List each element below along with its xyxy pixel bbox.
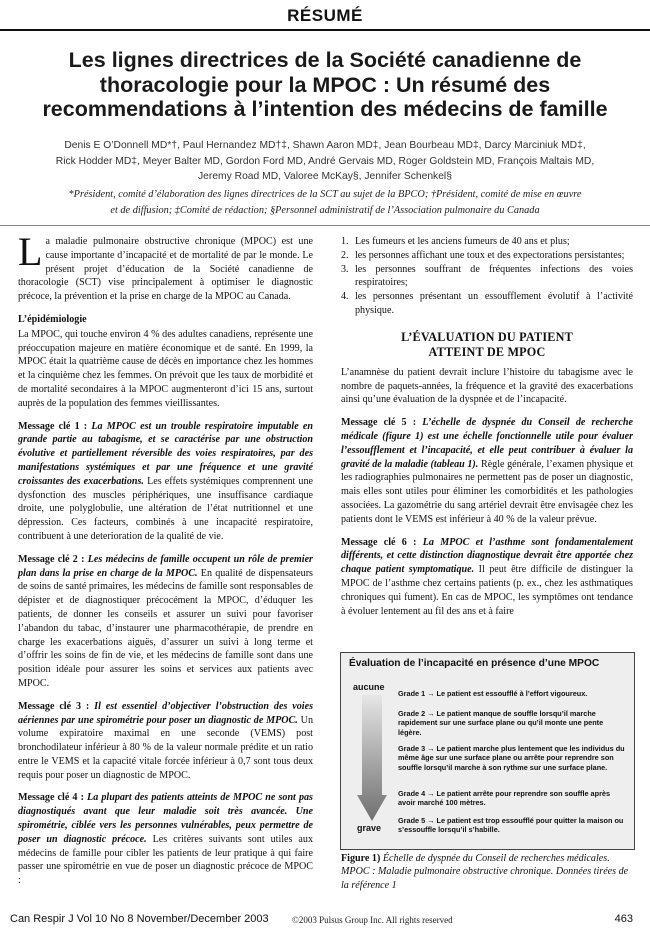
- grade-row: [398, 689, 626, 698]
- key-message-2: [18, 553, 313, 691]
- drop-cap: L: [18, 229, 43, 274]
- key-message-label: Message clé 4 :: [18, 792, 84, 804]
- key-message-text: En qualité de dispensateurs de soins de santé primaires, les médecins de famille sont responsables de dépister et de diagnostiquer précocément la MPOC, d’éduquer les patients, de donner les conseils et assurer un suivi pour favoriser l’abandon du tabac, d’instaurer une pharmacothérapie, de prendre en charge les exacerbations aiguës, d’assurer un suivi à long terme et d’offrir les soins de fin de vie, et les médecins de famille sont dans une position idéale pour assurer les soins et services aux patients avec MPOC.: [18, 567, 313, 689]
- body-rule: [0, 225, 650, 226]
- list-text: les personnes présentant un essoufflement évolutif à l’activité physique.: [355, 291, 633, 316]
- grade-text: Le patient arrête pour reprendre son souffle après avoir marché 100 mètres.: [398, 789, 611, 808]
- caption-label: Figure 1): [341, 853, 381, 864]
- list-number: 1.: [341, 236, 349, 247]
- key-message-statement: La plupart des patients atteints de MPOC ne sont pas diagnostiqués avant que leur maladie soit très avancée. Une spirométrie, ciblée vers les personnes vulnérables, peux permettre de poser un diagnostic précoce.: [18, 792, 313, 845]
- left-column: [18, 229, 314, 897]
- epidemiology-paragraph: La MPOC, qui touche environ 4 % des adultes canadiens, représente une préoccupation majeure en matière économique et de santé. En 1999, la MPOC était la quatrième cause de décès en importance chez les hommes et la cinquième chez les femmes. On prévoit que les taux de morbidité et de mortalité secondaires à la MPOC augmenteront d’ici 15 ans, surtout auprès de la population des femmes vieillissantes.: [18, 328, 313, 409]
- key-message-6: [341, 536, 633, 619]
- key-message-label: Message clé 2 :: [18, 553, 85, 565]
- key-message-label: Message clé 5 :: [341, 417, 417, 429]
- key-message-text: Règle générale, l’examen physique et les radiographies pulmonaires ne permettent pas de poser un diagnostic, mais elles sont utiles pour éliminer les comorbidités et les pathologies associées. La gazométrie du sang artériel devrait être envisagée chez les patients dont le VEMS est inférieur à 40 % de la valeur prévue.: [341, 458, 634, 525]
- key-message-text: Il peut être difficile de distinguer la MPOC de l’asthme chez certains patients (p. ex., chez les asthmatiques chroniques qui fument). En cas de MPOC, les symptômes ont tendance à évoluer lentement au fil des ans et à faire: [341, 564, 633, 617]
- key-message-statement: Les médecins de famille occupent un rôle de premier plan dans la prise en charge de la MPOC.: [18, 553, 313, 579]
- evaluation-paragraph: L’anamnèse du patient devrait inclure l’histoire du tabagisme avec le nombre de paquets-années, la fréquence et la gravité des exacerbations ainsi qu’une évaluation de la dyspnée et de l’incapacité.: [341, 366, 633, 406]
- footer-journal: Can Respir J Vol 10 No 8 November/December 2003: [10, 913, 269, 925]
- affiliation-line: *Président, comité d’élaboration des lignes directrices de la SCT au sujet de la BPCO; †Président, comité de mise en œuvre: [68, 189, 582, 200]
- right-column: [341, 235, 633, 627]
- grade-text: Le patient est essoufflé à l’effort vigoureux.: [436, 689, 588, 698]
- grade-text: Le patient est trop essoufflé pour quitter la maison ou s’essouffle lorsqu’il s’habille.: [398, 816, 624, 835]
- article-title: Les lignes directrices de la Société canadienne de thoracologie pour la MPOC : Un résumé des recommendations à l’intention des médecins de famille: [42, 48, 608, 121]
- affiliations: [30, 187, 620, 218]
- grade-label: Grade 2: [398, 709, 426, 718]
- severity-arrow-icon: [357, 695, 387, 821]
- author-line: Rick Hodder MD‡, Meyer Balter MD, Gordon Ford MD, André Gervais MD, Roger Goldstein MD, François Maltais MD,: [55, 155, 595, 167]
- list-item: [341, 263, 633, 291]
- section-title-line: ATTEINT DE MPOC: [428, 344, 546, 359]
- figure-dyspnea-scale: [340, 652, 635, 850]
- section-title-line: L’ÉVALUATION DU PATIENT: [401, 329, 573, 344]
- key-message-label: Message clé 6 :: [341, 536, 417, 548]
- key-message-text: Les critères suivants sont utiles aux médecins de famille pour cibler les patients de leur pratique à qui faire passer une spirométrie en vue de poser un diagnostic précoce de MPOC :: [18, 833, 313, 887]
- figure-title: Évaluation de l’incapacité en présence d’une MPOC: [349, 658, 600, 669]
- arrow-right-icon: →: [427, 689, 435, 698]
- grade-row: [398, 744, 626, 772]
- key-message-5: [341, 416, 633, 526]
- list-number: 3.: [341, 263, 349, 275]
- arrow-right-icon: →: [427, 744, 435, 753]
- key-message-statement: L’échelle de dyspnée du Conseil de recherche médicale (figure 1) est une échelle fonctionnelle utile pour évaluer l’essoufflement et l’incapacité, et elle peut contribuer à évaluer la gravité de la maladie (tableau 1).: [341, 417, 634, 470]
- grade-text: Le patient manque de souffle lorsqu’il marche rapidement sur une surface plane ou qu’il monte une pente légère.: [398, 709, 604, 737]
- author-list: [30, 138, 620, 185]
- key-message-label: Message clé 3 :: [18, 700, 90, 712]
- intro-paragraph: [18, 229, 313, 304]
- key-message-3: [18, 700, 313, 783]
- key-message-statement: La MPOC est un trouble respiratoire imputable en grande partie au tabagisme, et se caractérise par une obstruction évolutive et partiellement réversible des voies respiratoires, par des manifestations systémiques et par une fréquence et une gravité croissantes des exacerbations.: [18, 420, 313, 487]
- list-number: 4.: [341, 291, 349, 303]
- key-message-statement: Il est essentiel d’objectiver l’obstruction des voies aériennes par une spirométrie pour poser un diagnostic de MPOC.: [18, 700, 313, 726]
- arrow-right-icon: →: [427, 816, 435, 825]
- grade-row: [398, 789, 626, 808]
- key-message-text: Les effets systémiques comprennent une dysfonction des muscles périphériques, une insuffisance cardiaque droite, une polyglobulie, une altération de l’état nutritionnel et une dépression. Ces facteurs, combinés à une incapacité respiratoire, contribuent à une deterioration de la qualité de vie.: [18, 475, 313, 542]
- list-item: [341, 235, 633, 249]
- epidemiology-heading: L’épidémiologie: [18, 313, 87, 325]
- grade-row: [398, 816, 626, 835]
- arrow-right-icon: →: [427, 789, 435, 798]
- list-number: 2.: [341, 249, 349, 261]
- key-message-statement: La MPOC et l’asthme sont fondamentalement différents, et cette distinction diagnostique devrait être apportée chez chaque patient symptomatique.: [341, 536, 633, 576]
- key-message-label: Message clé 1 :: [18, 420, 88, 432]
- footer-copyright: ©2003 Pulsus Group Inc. All rights reserved: [292, 915, 453, 925]
- grade-label: Grade 4: [398, 789, 426, 798]
- figure-caption: [341, 852, 633, 892]
- author-line: Denis E O’Donnell MD*†, Paul Hernandez MD†‡, Shawn Aaron MD‡, Jean Bourbeau MD‡, Darcy Marciniuk MD‡,: [64, 140, 586, 151]
- list-item: [341, 290, 633, 318]
- list-text: Les fumeurs et les anciens fumeurs de 40 ans et plus;: [355, 236, 570, 247]
- grade-row: [398, 709, 626, 737]
- caption-text: Échelle de dyspnée du Conseil de recherches médicales. MPOC : Maladie pulmonaire obstructive chronique. Données tirées de la référence 1: [341, 853, 629, 891]
- scale-top-label: aucune: [353, 682, 385, 692]
- header-rule: [0, 29, 650, 31]
- author-line: Jeremy Road MD, Valoree McKay§, Jennifer Schenkel§: [198, 171, 452, 182]
- page-number: 463: [614, 913, 633, 925]
- list-text: les personnes affichant une toux et des expectorations persistantes;: [355, 249, 625, 261]
- key-message-4: [18, 791, 313, 888]
- arrow-right-icon: →: [427, 709, 435, 718]
- list-item: [341, 249, 633, 263]
- key-message-text: Un volume expiratoire maximal en une seconde (VEMS) post bronchodilateur inférieur à 80 % de la valeur normale prédite et un ratio entre le VEMS et la capacité vitale forcée inférieur à 0,7 sont tous deux requis pour poser un diagnostic de MPOC.: [18, 714, 314, 781]
- grade-label: Grade 1: [398, 689, 426, 698]
- section-header: RÉSUMÉ: [287, 6, 363, 25]
- scale-bottom-label: grave: [357, 823, 382, 833]
- grade-label: Grade 5: [398, 816, 426, 825]
- grade-label: Grade 3: [398, 744, 426, 753]
- criteria-list: [341, 235, 633, 318]
- intro-text: a maladie pulmonaire obstructive chronique (MPOC) est une cause importante d’incapacité et de mortalité de par le monde. Le présent projet d’éducation de la Société canadienne de thoracologie (SCT) vise principalement à optimiser le diagnostic précoce, la prévention et la prise en charge de la MPOC au Canada.: [18, 236, 313, 303]
- grade-text: Le patient marche plus lentement que les individus du même âge sur une surface plane ou arrête pour reprendre son souffle lorsqu’il marche à son rythme sur une surface plane.: [398, 744, 625, 772]
- key-message-1: [18, 420, 313, 544]
- affiliation-line: et de diffusion; ‡Comité de rédaction; §Personnel administratif de l’Association pulmonaire du Canada: [110, 204, 540, 216]
- section-title: [341, 330, 633, 360]
- list-text: les personnes souffrant de fréquentes infections des voies respiratoires;: [355, 263, 633, 289]
